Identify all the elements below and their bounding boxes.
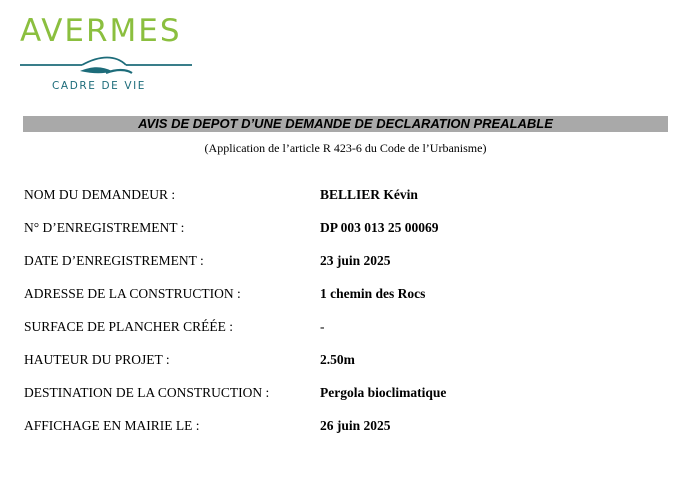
field-registration-date — [24, 253, 664, 269]
notice-subtitle: (Application de l’article R 423-6 du Code de l’Urbanisme) — [204, 141, 487, 155]
field-label: N° D’ENREGISTREMENT : — [24, 220, 185, 235]
field-label: NOM DU DEMANDEUR : — [24, 187, 176, 202]
field-registration-number — [24, 220, 664, 236]
field-value: Pergola bioclimatique — [320, 385, 447, 400]
field-floor-area — [24, 319, 664, 335]
field-value: 1 chemin des Rocs — [320, 286, 426, 301]
field-applicant-name — [24, 187, 664, 203]
field-value: DP 003 013 25 00069 — [320, 220, 439, 235]
field-construction-address — [24, 286, 664, 302]
avermes-logo — [20, 12, 195, 94]
notice-title: AVIS DE DEPOT D’UNE DEMANDE DE DECLARATION PREALABLE — [23, 116, 668, 132]
field-label: ADRESSE DE LA CONSTRUCTION : — [24, 286, 241, 301]
wave-icon — [20, 54, 192, 80]
field-value: 23 juin 2025 — [320, 253, 391, 268]
field-label: HAUTEUR DU PROJET : — [24, 352, 170, 367]
field-posting-date — [24, 418, 664, 434]
field-label: DATE D’ENREGISTREMENT : — [24, 253, 204, 268]
field-label: DESTINATION DE LA CONSTRUCTION : — [24, 385, 270, 400]
field-construction-purpose — [24, 385, 664, 401]
field-value: - — [320, 319, 325, 334]
logo-name: AVERMES — [20, 13, 182, 49]
field-value: BELLIER Kévin — [320, 187, 418, 202]
field-value: 2.50m — [320, 352, 355, 367]
field-label: AFFICHAGE EN MAIRIE LE : — [24, 418, 200, 433]
field-label: SURFACE DE PLANCHER CRÉÉE : — [24, 319, 234, 334]
logo-tagline: CADRE DE VIE — [52, 80, 147, 92]
field-project-height — [24, 352, 664, 368]
field-value: 26 juin 2025 — [320, 418, 391, 433]
